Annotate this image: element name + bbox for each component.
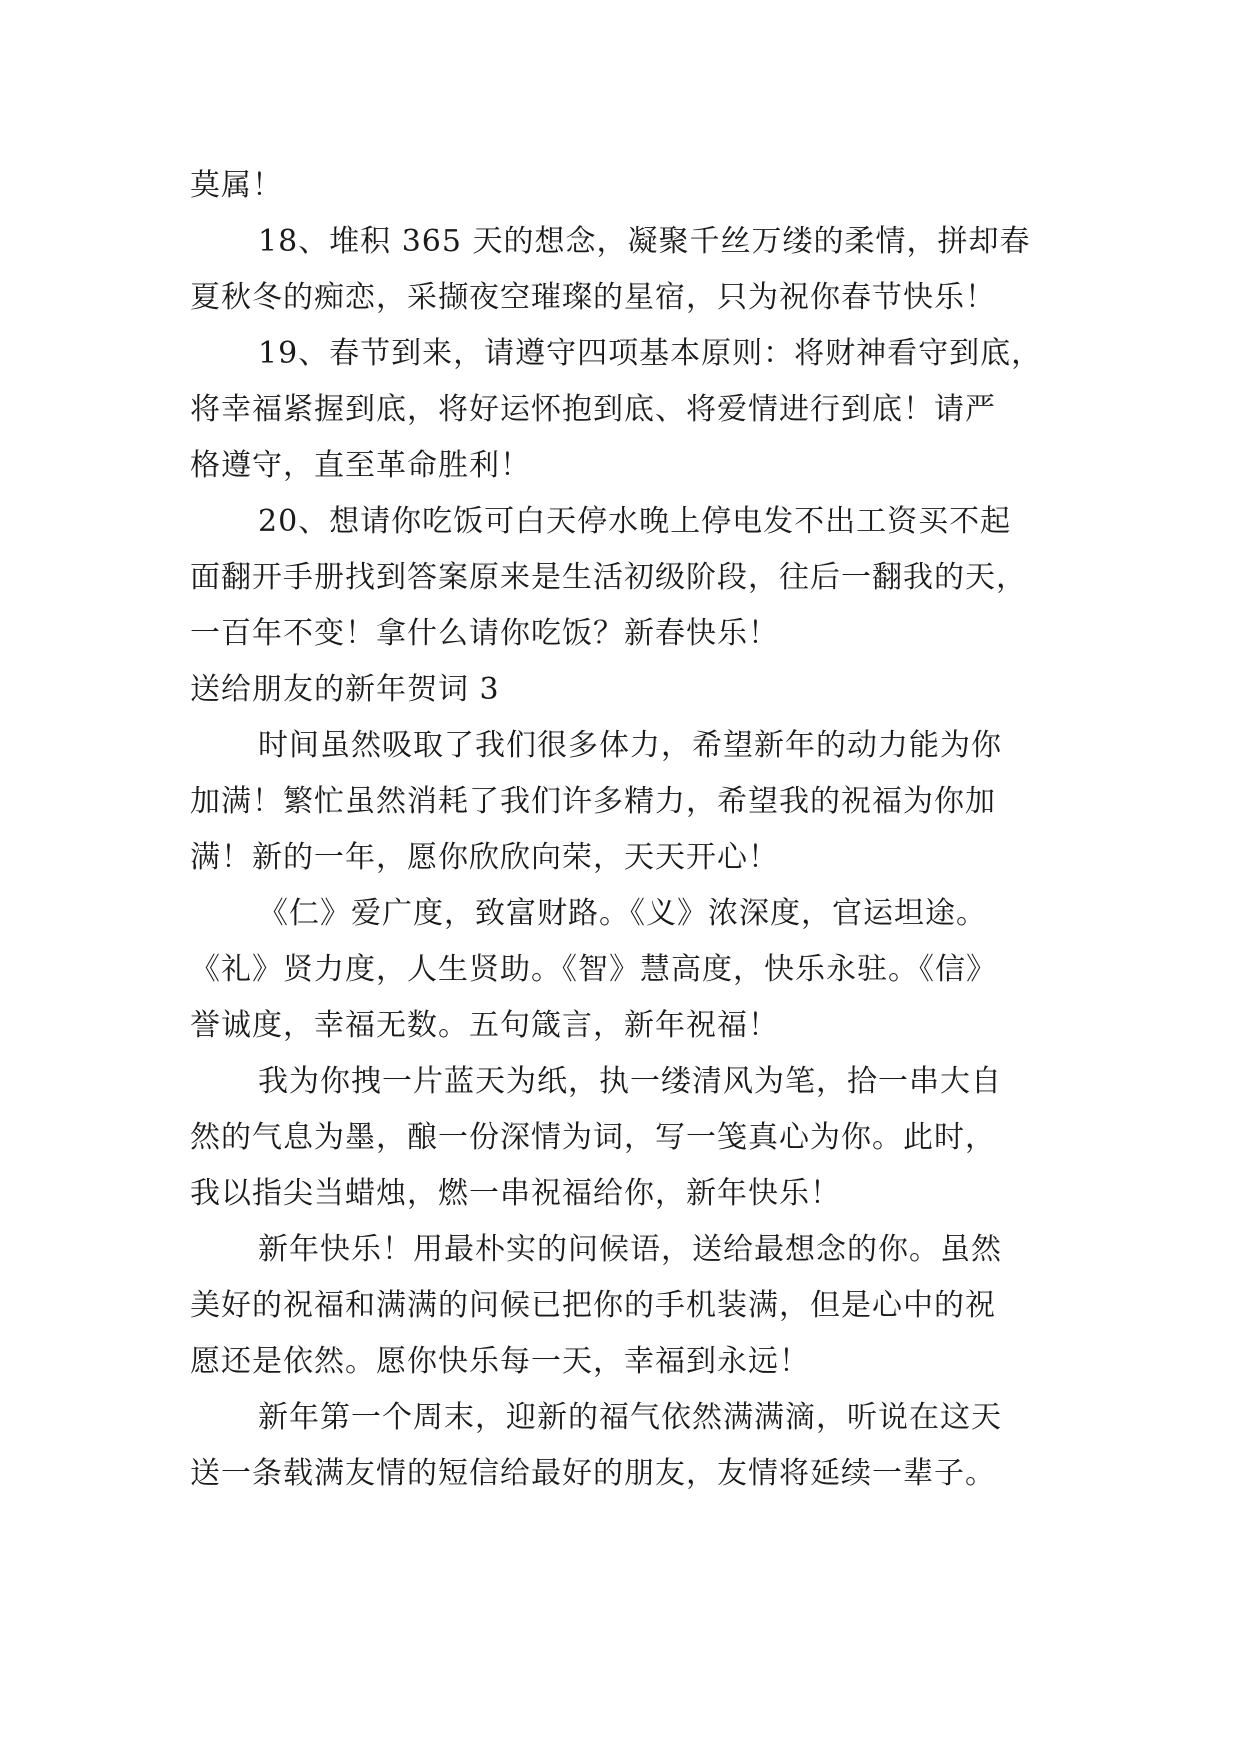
text-line: 新年第一个周末，迎新的福气依然满满滴，听说在这天 bbox=[258, 1400, 1002, 1435]
text-line: 我以指尖当蜡烛，燃一串祝福给你，新年快乐！ bbox=[190, 1176, 841, 1211]
text-line: 20、想请你吃饭可白天停水晚上停电发不出工资买不起 bbox=[258, 504, 1012, 539]
text-line: 新年快乐！用最朴实的问候语，送给最想念的你。虽然 bbox=[258, 1232, 1002, 1267]
text-line: 然的气息为墨，酿一份深情为词，写一笺真心为你。此时， bbox=[190, 1120, 996, 1155]
text-line: 送一条载满友情的短信给最好的朋友，友情将延续一辈子。 bbox=[190, 1456, 996, 1491]
text-line: 夏秋冬的痴恋，采撷夜空璀璨的星宿，只为祝你春节快乐！ bbox=[190, 280, 996, 315]
text-line: 我为你拽一片蓝天为纸，执一缕清风为笔，拾一串大自 bbox=[258, 1064, 1002, 1099]
text-line: 18、堆积 365 天的想念，凝聚千丝万缕的柔情，拼却春 bbox=[258, 224, 1031, 259]
text-line: 誉诚度，幸福无数。五句箴言，新年祝福！ bbox=[190, 1008, 779, 1043]
text-line: 一百年不变！拿什么请你吃饭？新春快乐！ bbox=[190, 616, 779, 651]
text-line: 愿还是依然。愿你快乐每一天，幸福到永远！ bbox=[190, 1344, 810, 1379]
text-line: 面翻开手册找到答案原来是生活初级阶段，往后一翻我的天， bbox=[190, 560, 1027, 595]
text-line: 美好的祝福和满满的问候已把你的手机装满，但是心中的祝 bbox=[190, 1288, 996, 1323]
text-line: 格遵守，直至革命胜利！ bbox=[190, 448, 531, 483]
text-line: 满！新的一年，愿你欣欣向荣，天天开心！ bbox=[190, 840, 779, 875]
text-line: 将幸福紧握到底，将好运怀抱到底、将爱情进行到底！请严 bbox=[190, 392, 996, 427]
text-line: 莫属！ bbox=[190, 168, 283, 203]
text-line: 19、春节到来，请遵守四项基本原则：将财神看守到底， bbox=[258, 336, 1043, 371]
text-line: 《仁》爱广度，致富财路。《义》浓深度，官运坦途。 bbox=[258, 896, 987, 931]
text-line: 时间虽然吸取了我们很多体力，希望新年的动力能为你 bbox=[258, 728, 1002, 763]
text-line: 《礼》贤力度，人生贤助。《智》慧高度，快乐永驻。《信》 bbox=[190, 952, 997, 987]
text-line: 加满！繁忙虽然消耗了我们许多精力，希望我的祝福为你加 bbox=[190, 784, 996, 819]
section-heading: 送给朋友的新年贺词 3 bbox=[190, 672, 500, 707]
document-body bbox=[190, 158, 1070, 1502]
